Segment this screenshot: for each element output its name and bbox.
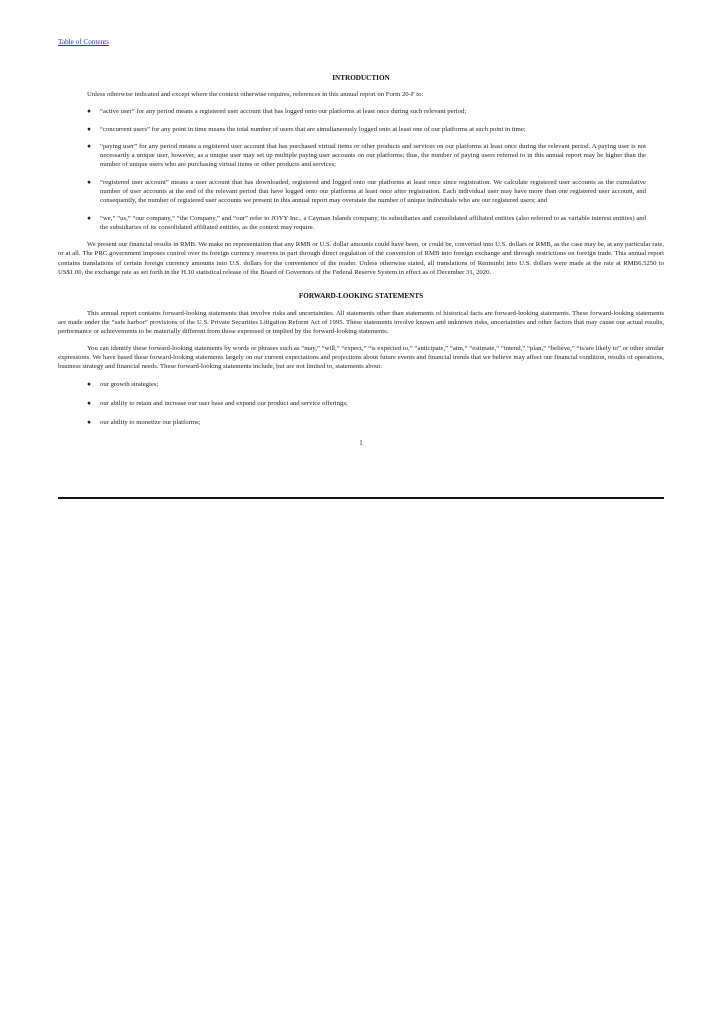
list-item	[58, 125, 664, 134]
document-page	[58, 31, 664, 447]
bullet-icon: ●	[87, 125, 92, 133]
definition-text: “paying user” for any period means a registered user account that has purchased virtual items or other products and services on our platforms at least once during the relevant period. A paying user is not necessarily a unique user, however, as a unique user may set up multiple paying user accounts on our platforms; thus, the number of paying users referred to in this annual report may be higher than the number of unique users who are purchasing virtual items or other products and services;	[100, 142, 646, 169]
forward-looking-heading: FORWARD-LOOKING STATEMENTS	[298, 291, 424, 300]
page-divider	[58, 497, 664, 499]
definition-text: “active user” for any period means a registered user account that has logged onto our platforms at least once during such relevant period;	[100, 108, 467, 116]
list-item	[58, 178, 664, 206]
forward-looking-topics-list	[58, 380, 664, 427]
list-item	[58, 214, 664, 232]
list-item	[58, 142, 664, 170]
bullet-icon: ●	[87, 214, 92, 222]
bullet-icon: ●	[87, 381, 92, 389]
definition-text: “concurrent users” for any point in time means the total number of users that are simultaneously logged onto at least one of our platforms at such point in time;	[100, 125, 526, 133]
topic-text: our growth strategies;	[100, 381, 159, 389]
topic-text: our ability to retain and increase our user base and expand our product and service offerings;	[100, 400, 348, 407]
list-item	[58, 107, 664, 116]
page-number: 1	[359, 439, 363, 447]
forward-looking-paragraph-2: You can identify these forward-looking statements by words or phrases such as “may,” “will,” “expect,” “is expected to,” “anticipate,” “aim,” “estimate,” “intend,” “plan,” “believe,” “is/are likely to” or other similar expressions. We have based these forward-looking statements largely on our current expectations and projections about future events and financial trends that we believe may affect our financial condition, results of operations, business strategy and financial needs. These forward-looking statements include, but are not limited to, statements about:	[58, 344, 664, 370]
bullet-icon: ●	[87, 400, 92, 407]
forward-looking-paragraph-1: This annual report contains forward-looking statements that involve risks and uncertainties. All statements other than statements of historical facts are forward-looking statements. These forward-looking statements are made under the “safe harbor” provisions of the U.S. Private Securities Litigation Reform Act of 1995. These statements involve known and unknown risks, uncertainties and other factors that may cause our actual results, performance or achievements to be materially different from those expressed or implied by the forward-looking statements.	[58, 309, 664, 336]
currency-paragraph: We present our financial results in RMB. We make no representation that any RMB or U.S. dollar amounts could have been, or could be, converted into U.S. dollars or RMB, as the case may be, at any particular rate, or at all. The PRC government imposes control over its foreign currency reserves in part through direct regulation of the conversion of RMB into foreign exchange and through restrictions on foreign trade. This annual report contains translations of certain foreign currency amounts into U.S. dollars for the convenience of the reader. Unless otherwise stated, all translations of Renminbi into U.S. dollars were made at the rate at RMB6.5250 to US$1.00, the exchange rate as set forth in the H.10 statistical release of the Board of Governors of the Federal Reserve System in effect as of December 31, 2020.	[58, 241, 664, 276]
list-item	[58, 380, 664, 389]
bullet-icon: ●	[87, 108, 92, 116]
table-of-contents-link[interactable]: Table of Contents	[58, 38, 109, 46]
list-item	[58, 418, 664, 427]
definitions-list	[58, 107, 664, 232]
definition-text: “we,” “us,” “our company,” “the Company,” and “our” refer to JOYY Inc., a Cayman Islands company, its subsidiaries and consolidated affiliated entities (also referred to as variable interest entities) and the subsidiaries of its consolidated affiliated entities, as the context may require.	[100, 214, 646, 231]
bullet-icon: ●	[87, 142, 92, 150]
bullet-icon: ●	[87, 418, 92, 426]
definition-text: “registered user account” means a user account that has downloaded, registered and logged onto our platforms at least once since registration. We calculate registered user accounts as the cumulative number of user accounts at the end of the relevant period that have logged onto our platforms at least once after registration. Each individual user may have more than one registered user account, and consequently, the number of registered user accounts we present in this annual report may overstate the number of unique individuals who are our registered users; and	[100, 178, 646, 205]
introduction-lead-paragraph: Unless otherwise indicated and except where the context otherwise requires, references in this annual report on Form 20-F to:	[87, 91, 424, 98]
bullet-icon: ●	[87, 178, 92, 186]
list-item	[58, 399, 664, 408]
introduction-heading: INTRODUCTION	[332, 74, 390, 82]
topic-text: our ability to monetize our platforms;	[100, 418, 201, 426]
